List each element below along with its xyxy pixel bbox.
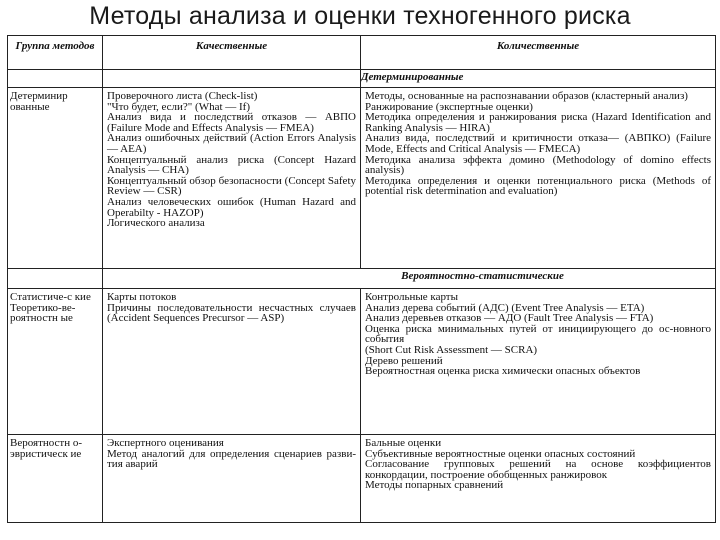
list-item: Концептуальный обзор безопасности (Concept Safety Review — CSR) — [107, 174, 356, 198]
section-deterministic: Детерминированные — [361, 70, 716, 88]
table-row — [8, 88, 716, 269]
quantitative-cell — [361, 289, 716, 435]
list-item: Бальные оценки — [365, 437, 442, 449]
qualitative-cell — [103, 88, 361, 269]
list-item: Карты потоков — [107, 291, 177, 303]
header-group: Группа методов — [8, 36, 103, 70]
list-item: Анализ деревьев отказов — АДО (Fault Tree Analysis — FTA) — [365, 312, 654, 325]
group-cell: Детерминир ованные — [8, 88, 103, 269]
list-item: Дерево решений — [365, 354, 443, 367]
header-row — [8, 36, 716, 70]
list-item: Вероятностная оценка риска химически опасных объектов — [365, 365, 641, 378]
list-item: Методика анализа эффекта домино (Methodology of domino effects analysis) — [365, 153, 711, 177]
list-item: Методы попарных сравнений — [365, 479, 504, 492]
section-row-deterministic — [8, 70, 716, 88]
list-item: Проверочного листа (Check-list) — [107, 90, 258, 102]
list-item: Методика определения и ранжирования риска (Hazard Identification and Ranking Analysis — HIRA) — [365, 111, 711, 134]
list-item: Анализ вида и последствий отказов — АВПО (Failure Mode and Effects Analysis — FMEA) — [107, 111, 356, 134]
list-item: "Что будет, если?" (What — If) — [107, 100, 251, 113]
list-item: Методика определения и оценки потенциального риска (Methods of potential risk determination and evaluation) — [365, 174, 711, 198]
list-item: Концептуальный анализ риска (Concept Hazard Analysis — CHA) — [107, 153, 356, 177]
header-qualitative: Качественные — [103, 36, 361, 70]
quantitative-cell — [361, 435, 716, 523]
page-title: Методы анализа и оценки техногенного риска — [89, 2, 631, 30]
list-item: (Short Cut Risk Assessment — SCRA) — [365, 343, 538, 356]
header-quantitative: Количественные — [361, 36, 716, 70]
qualitative-cell — [103, 435, 361, 523]
group-cell: Статистиче-с кие Теоретико-ве-роятностн ые — [8, 289, 103, 435]
list-item: Контрольные карты — [365, 291, 459, 303]
list-item: Причины последовательности несчастных случаев (Accident Sequences Precursor — ASP) — [107, 301, 356, 325]
list-item: Метод аналогий для определения сценариев разви-тия аварий — [107, 447, 356, 471]
list-item: Оценка риска минимальных путей от инициирующего до ос-новного события — [365, 322, 711, 346]
list-item: Анализ ошибочных действий (Action Errors Analysis — AEA) — [107, 132, 356, 155]
table-row — [8, 289, 716, 435]
qualitative-cell — [103, 289, 361, 435]
methods-table — [7, 35, 716, 523]
list-item: Согласование групповых решений на основе коэффициентов конкордации, построение обобщенных ранжировок — [365, 458, 711, 481]
quantitative-cell — [361, 88, 716, 269]
section-probabilistic: Вероятностно-статистические — [103, 269, 716, 289]
list-item: Ранжирование (экспертные оценки) — [365, 100, 533, 113]
list-item: Экспертного оценивания — [107, 437, 224, 449]
list-item: Анализ дерева событий (АДС) (Event Tree Analysis — ETA) — [365, 301, 645, 314]
list-item: Анализ вида, последствий и критичности отказа— (АВПКО) (Failure Mode, Effects and Critical Analysis — FMECA) — [365, 132, 711, 155]
group-cell: Вероятностн о-эвристическ ие — [8, 435, 103, 523]
list-item: Субъективные вероятностные оценки опасных состояний — [365, 447, 636, 460]
list-item: Анализ человеческих ошибок (Human Hazard and Operabilty - HAZOP) — [107, 195, 356, 219]
section-row-probabilistic — [8, 269, 716, 289]
table-row — [8, 435, 716, 523]
list-item: Логического анализа — [107, 217, 205, 230]
list-item: Методы, основанные на распознавании образов (кластерный анализ) — [365, 90, 688, 102]
